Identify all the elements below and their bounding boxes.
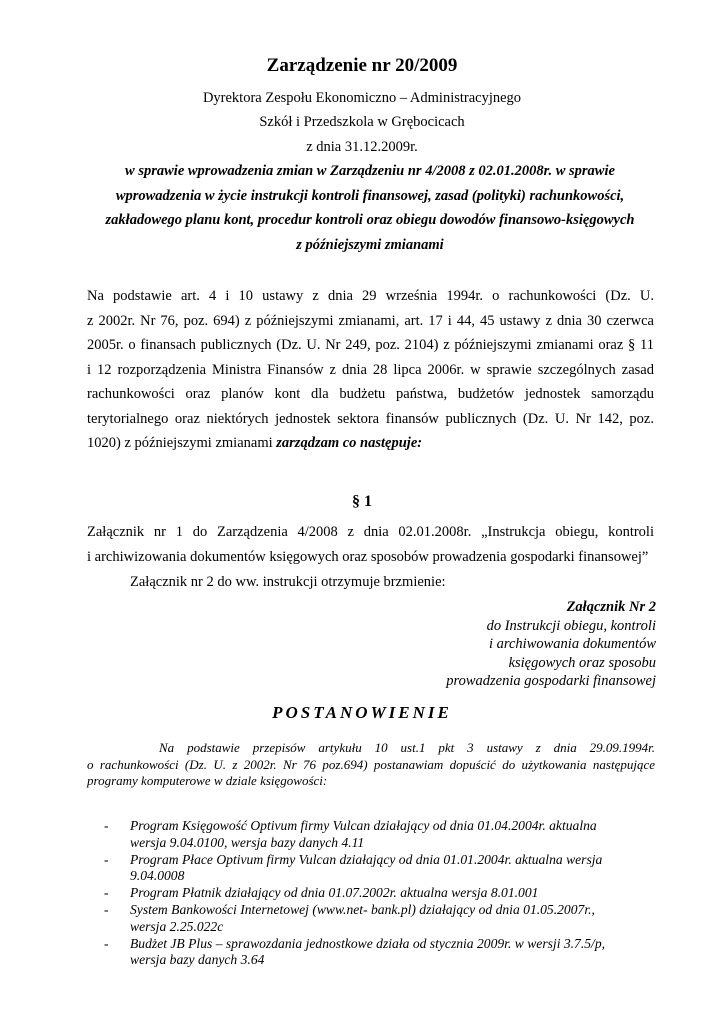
legal-basis-line: terytorialnego oraz niektórych jednostek sektora finansów publicznych (Dz. U. Nr 142, poz. xyxy=(87,410,654,427)
resolution-line: Na podstawie przepisów artykułu 10 ust.1 pkt 3 ustawy z dnia 29.09.1994r. xyxy=(159,740,655,755)
subject-line: z późniejszymi zmianami xyxy=(296,236,444,253)
subject-block xyxy=(70,159,670,257)
decree-phrase: zarządzam co następuje: xyxy=(276,435,423,451)
section-1-line: i archiwizowania dokumentów księgowych oraz sposobów prowadzenia gospodarki finansowej” xyxy=(87,548,649,565)
section-sign: § 1 xyxy=(352,493,372,510)
annex-line: księgowych oraz sposobu xyxy=(508,654,656,671)
issuer-line-1: Dyrektora Zespołu Ekonomiczno – Administracyjnego xyxy=(202,90,522,106)
list-bullet: - xyxy=(104,818,109,833)
subject-line: zakładowego planu kont, procedur kontroli oraz obiegu dowodów finansowo-księgowych xyxy=(105,212,635,228)
list-item xyxy=(104,852,664,886)
list-item xyxy=(104,885,664,902)
list-bullet: - xyxy=(104,935,109,951)
program-line: Budżet JB Plus – sprawozdania jednostkowe działa od stycznia 2009r. w wersji 3.7.5/p, xyxy=(130,935,606,951)
section-1-indent-line xyxy=(130,570,650,595)
legal-basis-last-line xyxy=(87,431,654,456)
list-bullet: - xyxy=(104,901,109,917)
program-line: System Bankowości Internetowej (www.net- bank.pl) działający od dnia 01.05.2007r., xyxy=(130,901,595,917)
legal-basis-line: z 2002r. Nr 76, poz. 694) z późniejszymi zmianami, art. 17 i 44, 45 ustawy z dnia 30 czerwca xyxy=(87,312,654,329)
document-title: Zarządzenie nr 20/2009 xyxy=(266,55,458,76)
resolution-line: o rachunkowości (Dz. U. z 2002r. Nr 76 poz.694) postanawiam dopuścić do użytkowania następujące xyxy=(87,756,655,772)
legal-basis-line: rachunkowości oraz planów kont dla budżetu państwa, budżetów jednostek samorządu xyxy=(87,386,654,402)
list-item xyxy=(104,936,664,970)
annex-line: i archiwowania dokumentów xyxy=(488,636,656,653)
program-line: wersja 2.25.022c xyxy=(130,918,224,934)
list-bullet: - xyxy=(104,851,109,867)
annex-title: Załącznik Nr 2 xyxy=(566,599,656,615)
resolution-paragraph xyxy=(87,740,655,790)
resolution-title: POSTANOWIENIE xyxy=(272,703,452,722)
legal-basis-text: 1020) z późniejszymi zmianami xyxy=(87,435,277,451)
resolution-line: programy komputerowe w dziale księgowości: xyxy=(87,773,328,788)
annex-line: prowadzenia gospodarki finansowej xyxy=(446,673,656,690)
issuer-line-2: Szkół i Przedszkola w Grębocicach xyxy=(259,114,465,130)
list-item xyxy=(104,818,664,852)
program-line: Program Płace Optivum firmy Vulcan działający od dnia 01.01.2004r. aktualna wersja xyxy=(130,851,603,867)
program-line: wersja bazy danych 3.64 xyxy=(130,952,265,968)
subject-line: w sprawie wprowadzenia zmian w Zarządzeniu nr 4/2008 z 02.01.2008r. w sprawie xyxy=(125,163,615,179)
program-line: Program Księgowość Optivum firmy Vulcan działający od dnia 01.04.2004r. aktualna xyxy=(130,818,597,833)
legal-basis-paragraph xyxy=(87,284,654,456)
annex-heading xyxy=(446,598,656,691)
section-1-line: Załącznik nr 1 do Zarządzenia 4/2008 z dnia 02.01.2008r. „Instrukcja obiegu, kontroli xyxy=(87,524,654,540)
programs-list xyxy=(104,818,664,969)
legal-basis-line: 2005r. o finansach publicznych (Dz. U. Nr 249, poz. 2104) z późniejszymi zmianami oraz § 11 xyxy=(87,337,654,353)
list-item xyxy=(104,902,664,936)
list-bullet: - xyxy=(104,885,109,901)
annex-line: do Instrukcji obiegu, kontroli xyxy=(486,617,656,634)
legal-basis-line: i 12 rozporządzenia Ministra Finansów z dnia 28 lipca 2006r. w sprawie szczególnych zasad xyxy=(87,361,654,378)
program-line: Program Płatnik działający od dnia 01.07.2002r. aktualna wersja 8.01.001 xyxy=(130,885,539,901)
legal-basis-line: Na podstawie art. 4 i 10 ustawy z dnia 29 września 1994r. o rachunkowości (Dz. U. xyxy=(87,288,654,304)
subject-line: wprowadzenia w życie instrukcji kontroli finansowej, zasad (polityki) rachunkowości, xyxy=(115,187,625,204)
section-1-paragraph xyxy=(87,520,654,569)
program-line: 9.04.0008 xyxy=(130,868,185,884)
program-line: wersja 9.04.0100, wersja bazy danych 4.11 xyxy=(130,834,365,850)
document-date: z dnia 31.12.2009r. xyxy=(306,139,418,155)
annex-intro-text: Załącznik nr 2 do ww. instrukcji otrzymuje brzmienie: xyxy=(130,574,446,590)
